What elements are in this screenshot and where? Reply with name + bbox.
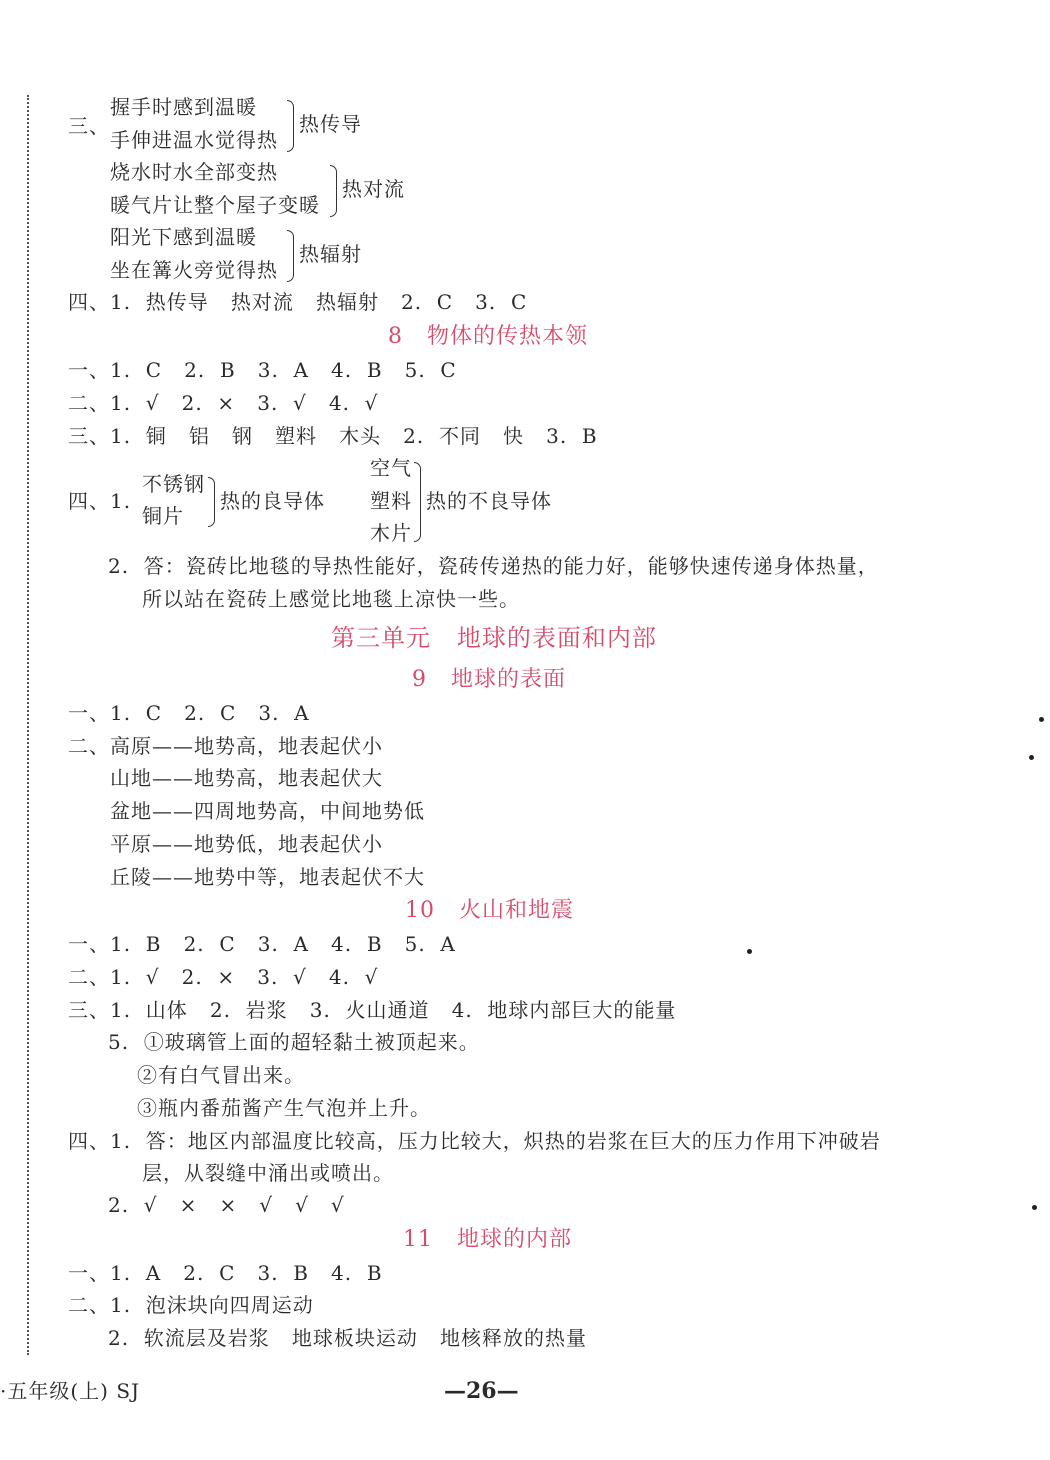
list-item: 高原——地势高，地表起伏小 bbox=[110, 734, 383, 758]
page-number: —26— bbox=[444, 1378, 519, 1404]
brace bbox=[414, 462, 421, 542]
group-label: 热的不良导体 bbox=[426, 489, 552, 513]
section-title: 10 火山和地震 bbox=[405, 898, 574, 923]
brace bbox=[208, 477, 215, 527]
section-title: 8 物体的传热本领 bbox=[388, 324, 588, 349]
section-title: 9 地球的表面 bbox=[412, 667, 566, 692]
group-label: 热辐射 bbox=[299, 242, 362, 266]
answer-text: 暖气片让整个屋子变暖 bbox=[110, 193, 320, 217]
brace bbox=[287, 100, 294, 152]
footer-book-info: ·五年级(上) SJ bbox=[0, 1379, 141, 1403]
answer-line: 三、1. 铜 铝 钢 塑料 木头 2. 不同 快 3. B bbox=[68, 424, 598, 448]
group-label: 热的良导体 bbox=[220, 489, 325, 513]
answer-text: 铜片 bbox=[142, 504, 184, 528]
answer-text: 阳光下感到温暖 bbox=[110, 225, 257, 249]
q4-label: 四、1. bbox=[68, 489, 132, 513]
answer-text: 不锈钢 bbox=[142, 472, 205, 496]
list-item: 丘陵——地势中等，地表起伏不大 bbox=[110, 865, 425, 889]
answer-text: 握手时感到温暖 bbox=[110, 95, 257, 119]
answer-line: ③瓶内番茄酱产生气泡并上升。 bbox=[137, 1096, 431, 1120]
margin-dotted-line bbox=[27, 95, 29, 1355]
list-item: 平原——地势低，地表起伏小 bbox=[110, 832, 383, 856]
group-label: 热对流 bbox=[342, 177, 405, 201]
answer-line: 二、1. √ 2. × 3. √ 4. √ bbox=[68, 391, 379, 415]
answer-line: 2. √ × × √ √ √ bbox=[108, 1193, 345, 1217]
answer-line: 2. 答：瓷砖比地毯的导热性能好，瓷砖传递热的能力好，能够快速传递身体热量， bbox=[108, 554, 879, 578]
section-title: 11 地球的内部 bbox=[403, 1227, 572, 1252]
answer-line: 三、1. 山体 2. 岩浆 3. 火山通道 4. 地球内部巨大的能量 bbox=[68, 998, 677, 1022]
answer-line: 一、1. C 2. B 3. A 4. B 5. C bbox=[68, 358, 457, 382]
unit-title: 第三单元 地球的表面和内部 bbox=[331, 624, 657, 652]
answer-line: 所以站在瓷砖上感觉比地毯上凉快一些。 bbox=[142, 587, 520, 611]
answer-line: 一、1. B 2. C 3. A 4. B 5. A bbox=[68, 932, 456, 956]
list-item: 山地——地势高，地表起伏大 bbox=[110, 766, 383, 790]
answer-line: 四、1. 热传导 热对流 热辐射 2. C 3. C bbox=[68, 290, 528, 314]
scan-speck bbox=[1029, 755, 1034, 760]
answer-text: 塑料 bbox=[370, 489, 412, 513]
q2-label: 二、 bbox=[68, 734, 110, 758]
answer-line: 5. ①玻璃管上面的超轻黏土被顶起来。 bbox=[108, 1030, 480, 1054]
answer-line: 二、1. 泡沫块向四周运动 bbox=[68, 1293, 314, 1317]
answer-text: 手伸进温水觉得热 bbox=[110, 128, 278, 152]
brace bbox=[330, 165, 337, 217]
group-label: 热传导 bbox=[299, 112, 362, 136]
answer-text: 木片 bbox=[370, 521, 412, 545]
answer-text: 坐在篝火旁觉得热 bbox=[110, 258, 278, 282]
answer-text: 空气 bbox=[370, 456, 412, 480]
answer-line: 四、1. 答：地区内部温度比较高，压力比较大，炽热的岩浆在巨大的压力作用下冲破岩 bbox=[68, 1129, 881, 1153]
list-item: 盆地——四周地势高，中间地势低 bbox=[110, 799, 425, 823]
q3-label: 三、 bbox=[68, 114, 110, 138]
answer-line: 二、1. √ 2. × 3. √ 4. √ bbox=[68, 965, 379, 989]
answer-line: ②有白气冒出来。 bbox=[137, 1063, 305, 1087]
scan-speck bbox=[1039, 717, 1044, 722]
answer-text: 烧水时水全部变热 bbox=[110, 160, 278, 184]
answer-line: 2. 软流层及岩浆 地球板块运动 地核释放的热量 bbox=[108, 1326, 587, 1350]
scan-speck bbox=[1032, 1205, 1037, 1210]
answer-line: 一、1. C 2. C 3. A bbox=[68, 701, 310, 725]
answer-line: 一、1. A 2. C 3. B 4. B bbox=[68, 1261, 383, 1285]
answer-line: 层，从裂缝中涌出或喷出。 bbox=[142, 1161, 394, 1185]
scan-speck bbox=[747, 949, 752, 954]
brace bbox=[287, 230, 294, 282]
